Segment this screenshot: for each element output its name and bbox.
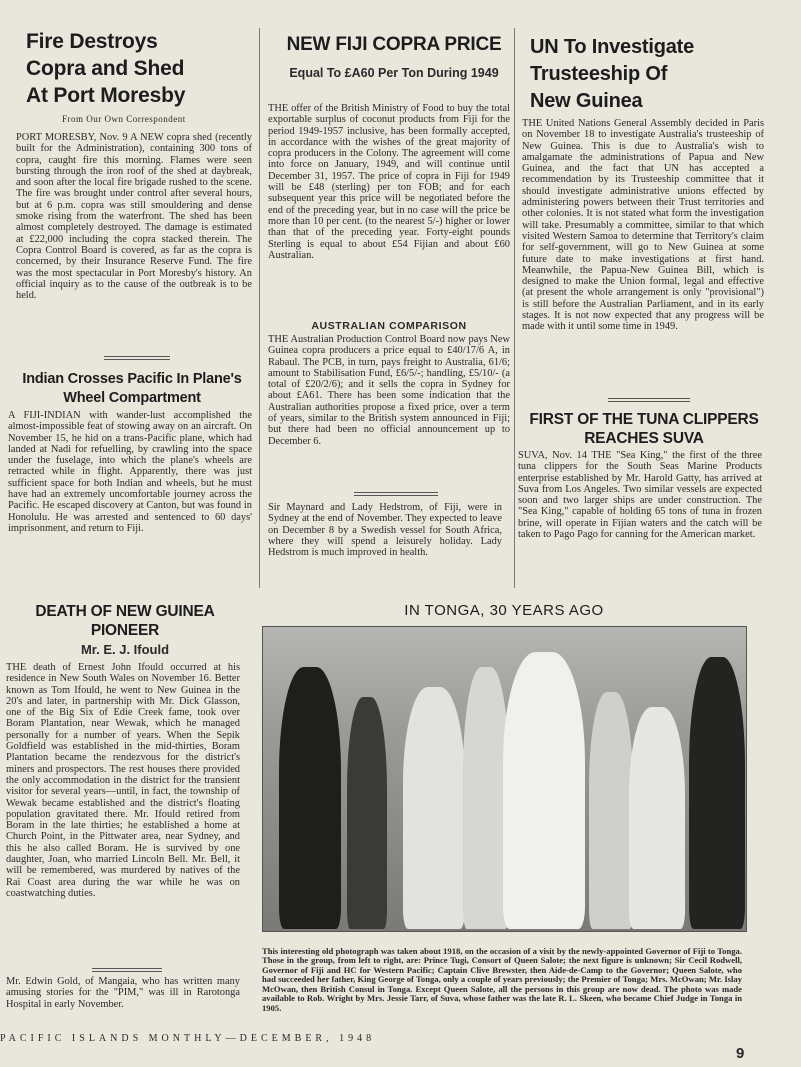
tonga-photo: [262, 626, 747, 932]
death-subtitle: Mr. E. J. Ifould: [80, 642, 170, 657]
photo-figure: [403, 687, 465, 929]
page-number: 9: [736, 1045, 745, 1062]
column-rule: [259, 28, 260, 588]
photo-figure: [629, 707, 685, 929]
photo-figure: [589, 692, 633, 929]
photo-figure: [347, 697, 387, 929]
footer-masthead: PACIFIC ISLANDS MONTHLY—DECEMBER, 1948: [0, 1033, 376, 1044]
aus-body: THE Australian Production Control Board now pays New Guinea copra producers a price equal to £40/17/6 A, in Rabaul. The PCB, in turn, pays freight to Australia, 61/6; amount to Stabilisation Fund, £6/5/-; handling, £5/10/- (a total of £20/2/6); and it sells the copra in Sydney for about £A61. There has been some indication that the Australian authorities propose a fixed price, over a term of years, similar to the British system announced in Fiji; but there had been no official announcement up to December 6.: [268, 334, 510, 447]
un-title: UN To Investigate Trusteeship Of New Guinea: [530, 36, 695, 112]
photo-figure: [689, 657, 745, 929]
indian-title: Indian Crosses Pacific In Plane's Wheel Compartment: [22, 371, 242, 406]
divider: [92, 968, 162, 972]
fiji-subtitle: Equal To £A60 Per Ton During 1949: [289, 66, 499, 80]
column-rule: [514, 28, 515, 588]
fiji-title: NEW FIJI COPRA PRICE: [286, 34, 502, 55]
photo-figure: [503, 652, 585, 929]
gold-body: Mr. Edwin Gold, of Mangaia, who has written many amusing stories for the "PIM," was ill in Rarotonga Hospital in early November.: [6, 976, 240, 1010]
hedstrom-body: Sir Maynard and Lady Hedstrom, of Fiji, were in Sydney at the end of November. They expected to leave on December 8 by a Swedish vessel for South Africa, where they will spend a leisurely holiday. Lady Hedstrom is much improved in health.: [268, 502, 502, 559]
fiji-body: THE offer of the British Ministry of Food to buy the total exportable surplus of coconut products from Fiji for the period 1949-1957 inclusive, has been formally accepted, in accordance with the wishes of the great majority of copra producers in the Colony. The agreement will come into force on January, 1949, and will continue until December 31, 1957. The price of copra in Fiji for 1949 will be £48 (sterling) per ton FOB; and for each subsequent year this price will be negotiated before the end of the preceding year, but in no case will the price be more than 10 per cent. (to the nearest 5/-) higher or lower than that of the preceding year. Forty-eight pounds Sterling is equal to about £54 Fijian and about £60 Australian.: [268, 103, 510, 261]
divider: [354, 492, 438, 496]
tuna-body: SUVA, Nov. 14 THE "Sea King," the first of the three tuna clippers for the South Seas Marine Products enterprise established by Mr. Harold Gatty, has arrived at Suva from Los Angeles. Two similar vessels are expected soon and two larger ships are under construction. The "Sea King," capable of holding 65 tons of tuna in frozen brine, will operate in Fijian waters and the catch will be taken to Pago Pago for canning for the American market.: [518, 450, 762, 541]
death-title: DEATH OF NEW GUINEA PIONEER: [35, 603, 215, 639]
tuna-title: FIRST OF THE TUNA CLIPPERS REACHES SUVA: [529, 411, 759, 447]
fire-byline: From Our Own Correspondent: [62, 114, 186, 124]
aus-heading: AUSTRALIAN COMPARISON: [311, 320, 467, 332]
photo-caption: This interesting old photograph was taken about 1918, on the occasion of a visit by the newly-appointed Governor of Fiji to Tonga. Those in the group, from left to right, are: Prince Tugi, Consort of Queen Salote; the next figure is unknown; Sir Cecil Rodwell, Governor of Fiji and HC for Western Pacific; Captain Clive Brewster, then Aide-de-Camp to the Governor; Queen Salote, who had succeeded her father, King George of Tonga, only a couple of years previously; the Premier of Tonga; Mrs. McOwan; Mr. Islay McOwan, then British Consul in Tonga. Except Queen Salote, all the persons in this group are now dead. The photo was made available to Rob. Wright by Mrs. Jessie Tarr, of Suva, whose father was the late R. L. Skeen, who became Chief Judge in Tonga in 1905.: [262, 945, 742, 1013]
fire-body: PORT MORESBY, Nov. 9 A NEW copra shed (recently built for the Administration), containing 300 tons of copra, caught fire this morning. Flames were seen bursting through the iron roof of the shed at daybreak, and soon after the local fire brigade rushed to the scene. The fire was brought under control after several hours, but at 6 p.m. copra was still smouldering and dense smoke rising from the waterfront. The shed has been almost completely destroyed. The damage is estimated at £22,000 including the copra stacked therein. The Copra Control Board is covered, as far as the copra is concerned, by their Insurance Reserve Fund. The fire was the most spectacular in Port Moresby's history. An official inquiry as to the cause of the outbreak is to be held.: [16, 132, 252, 302]
fire-title: Fire Destroys Copra and Shed At Port Moresby: [26, 30, 186, 107]
photo-heading: IN TONGA, 30 YEARS AGO: [404, 602, 604, 619]
un-body: THE United Nations General Assembly decided in Paris on November 18 to investigate Australia's trusteeship of New Guinea. This is due to Australia's wish to amalgamate the administrations of Papua and New Guinea, and the fact that UN has accepted a recommendation by its Trusteeship committee that it should investigate administrative unions effected by administering powers between their Trust territories and other colonies. It is not stated what form the investigation will take. Presumably a committee, similar to that which visited Western Samoa to determine that Territory's claim for self-government, will go to New Guinea at some future date to make investigations at first hand. Meanwhile, the Papua-New Guinea Bill, which is designed to make the Union formal, legal and effective (at present the whole arrangement is only "provisional") is still before the Australian Parliament, and in its early stages. It is not now expected that any progress will be made with it until some time in 1949.: [522, 118, 764, 333]
divider: [104, 356, 170, 360]
divider: [608, 398, 690, 402]
death-body: THE death of Ernest John Ifould occurred at his residence in New South Wales on November 16. Better known as Tom Ifould, he went to New Guinea in the 20's and later, in partnership with Mr. Dick Glasson, one of the Big Six of Edie Creek fame, took over Boram Plantation, near Wewak, which he managed personally for a number of years. When the Sepik Goldfield was established in the mid-thirties, Boram Plantation became the rendezvous for the district's miners and prospectors. The rest houses there provided the only accommodation in the district for the transient visitor for several years—until, in fact, the township of Wewak became established and the district's floating population gravitated there. Mr. Ifould retired from Boram in the late thirties; he established a home at Church Point, in the Pittwater area, near Sydney, and this he also called Boram. He is survived by one daughter, Joan, who married Lincoln Bell. Mr. Bell, it will be remembered, was murdered by natives of the Rai Coast area during the war while he was on coastwatching duties.: [6, 662, 240, 899]
photo-figure: [279, 667, 341, 929]
indian-body: A FIJI-INDIAN with wander-lust accomplished the almost-impossible feat of stowing away on an aircraft. On November 15, he hid on a trans-Pacific plane, which had landed at Nadi for refuelling, by crawling into the space under the fuselage, into which the plane's wheels are retracted while in flight. Apparently, there was just sufficient space for both Indian and wheels, but he must have had an extremely uncomfortable journey across the Pacific. He escaped discovery at Canton, but was found in Honolulu. He was arrested and sentenced to 60 days' imprisonment, and return to Fiji.: [8, 410, 252, 534]
